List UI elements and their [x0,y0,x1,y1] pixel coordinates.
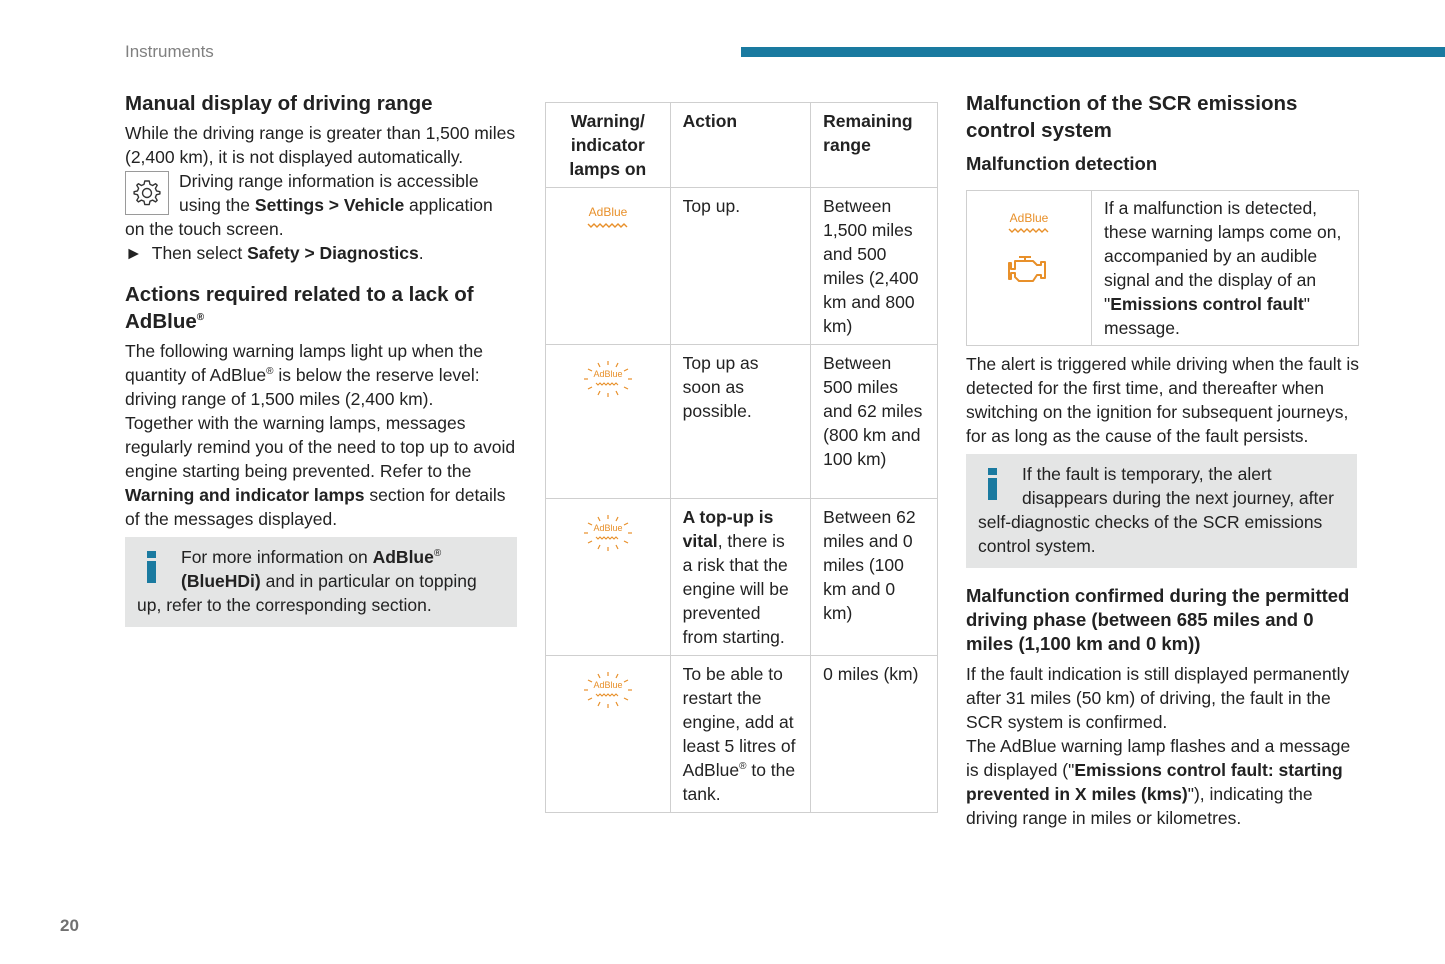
lamp-cell [546,499,671,656]
range-cell: 0 miles (km) [811,656,938,813]
paragraph-range-not-displayed: While the driving range is greater than 1,500 miles (2,400 km), it is not displayed automatically. [125,123,516,167]
table-header-row [546,103,938,188]
lamps-cell [967,191,1092,346]
adblue-range-table [545,102,938,813]
svg-text:AdBlue: AdBlue [593,523,623,533]
engine-icon [1005,251,1053,291]
section-label: Instruments [125,42,214,61]
page-number: 20 [60,916,79,935]
svg-text:AdBlue: AdBlue [593,369,623,379]
info-icon [145,551,159,585]
action-cell: A top-up is vital, there is a risk that the engine will be prevented from starting. [670,499,811,656]
header-accent-bar [741,47,1445,57]
paragraph-lamp-flashes: The AdBlue warning lamp flashes and a message is displayed ("Emissions control fault: starting prevented in X miles (kms)"), indicating the driving range in miles or kilometres. [966,736,1351,828]
svg-text:AdBlue: AdBlue [593,680,623,690]
header-range: Remaining range [811,103,938,188]
heading-malfunction-confirmed: Malfunction confirmed during the permitted driving phase (between 685 miles and 0 miles (1,100 km and 0 km)) [966,585,1350,654]
range-cell: Between 62 miles and 0 miles (100 km and 0 km) [811,499,938,656]
action-cell: To be able to restart the engine, add at least 5 litres of AdBlue® to the tank. [670,656,811,813]
adblue-flashing-lamp-icon [580,359,636,399]
settings-gear-icon-box [125,171,169,215]
info-text-adblue: For more information on AdBlue® (BlueHDi) and in particular on topping up, refer to the corresponding section. [137,547,477,615]
lamp-cell [546,188,671,345]
table-row [546,499,938,656]
svg-text:AdBlue: AdBlue [588,205,628,219]
paragraph-warning-lamps: The following warning lamps light up when the quantity of AdBlue® is below the reserve level: driving range of 1,500 miles (2,400 km). Together with the warning lamps, messages regularly remind you of the need to top up to avoid engine starting being prevented. Refer to the Warning and indicator lamps section for details of the messages displayed. [125,341,516,529]
action-cell: Top up. [670,188,811,345]
settings-instruction: Driving range information is accessible using the Settings > Vehicle application on the touch screen. [125,171,493,239]
table-row [967,191,1359,346]
heading-adblue-actions: Actions required related to a lack of AdBlue® [125,283,474,333]
right-column [966,90,1361,830]
header-action: Action [670,103,811,188]
action-cell: Top up as soon as possible. [670,345,811,499]
info-box-temporary-fault [966,454,1357,568]
malfunction-lamps-table [966,190,1359,346]
info-text-temporary-fault: If the fault is temporary, the alert disappears during the next journey, after self-diagnostic checks of the SCR emissions control system. [978,464,1334,556]
range-cell: Between 500 miles and 62 miles (800 km and 100 km) [811,345,938,499]
heading-scr-malfunction: Malfunction of the SCR emissions control system [966,92,1298,142]
svg-text:AdBlue: AdBlue [1009,211,1049,225]
step-select-diagnostics: ► Then select Safety > Diagnostics. [125,243,424,263]
info-box-adblue [125,537,517,627]
gear-icon [131,177,163,209]
left-column [125,90,517,627]
table-row [546,188,938,345]
adblue-flashing-lamp-icon [580,513,636,553]
paragraph-fault-confirmed: If the fault indication is still displayed permanently after 31 miles (50 km) of driving, the fault in the SCR system is confirmed. [966,664,1350,732]
lamp-cell [546,345,671,499]
heading-manual-display: Manual display of driving range [125,92,433,115]
info-icon [986,468,1000,502]
lamp-cell [546,656,671,813]
adblue-flashing-lamp-icon [580,670,636,710]
heading-malfunction-detection: Malfunction detection [966,153,1158,174]
table-row [546,656,938,813]
range-cell: Between 1,500 miles and 500 miles (2,400 km and 800 km) [811,188,938,345]
adblue-lamp-icon [1001,209,1057,239]
paragraph-alert-triggered: The alert is triggered while driving when the fault is detected for the first time, and thereafter when switching on the ignition for subsequent journeys, for as long as the cause of the fault persists. [966,354,1359,446]
adblue-lamp-icon [580,202,636,234]
table-row [546,345,938,499]
detection-text-cell: If a malfunction is detected, these warning lamps come on, accompanied by an audible signal and the display of an "Emissions control fault" message. [1092,191,1359,346]
header-lamps: Warning/ indicator lamps on [546,103,671,188]
